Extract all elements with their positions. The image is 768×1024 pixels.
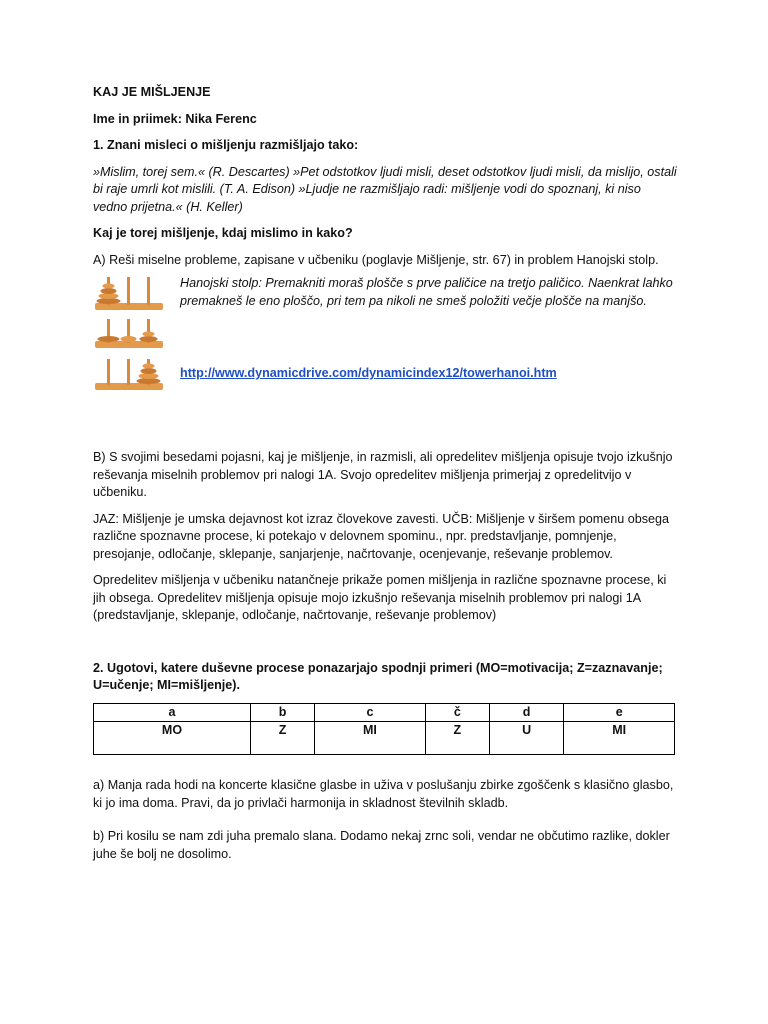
document-title: KAJ JE MIŠLJENJE	[93, 85, 211, 99]
q2-heading: 2. Ugotovi, katere duševne procese ponazarjajo spodnji primeri (MO=motivacija; Z=zaznavanje; U=učenje; MI=mišljenje).	[93, 660, 663, 692]
q1-quotes: »Mislim, torej sem.« (R. Descartes) »Pet odstotkov ljudi misli, deset odstotkov ljudi misli, da mislijo, ostali bi raje umrli kot mislili. (T. A. Edison) »Ljudje ne razmišljajo radi: mišljenje vodi do spoznanj, ki niso vedno prijetna.« (H. Keller)	[93, 164, 677, 214]
q2-item-b: b) Pri kosilu se nam zdi juha premalo slana. Dodamo nekaj zrnc soli, vendar ne občutimo razlike, dokler juhe še bolj ne dosolimo.	[93, 829, 670, 861]
hanoi-link[interactable]: http://www.dynamicdrive.com/dynamicindex12/towerhanoi.htm	[180, 366, 557, 380]
hanoi-description: Hanojski stolp: Premakniti moraš plošče s prve paličice na tretjo paličico. Naenkrat lahko premakneš le eno ploščo, pri tem pa nikoli ne smeš položiti večje plošče na manjšo.	[180, 276, 673, 308]
answer-table-header-row	[94, 703, 675, 722]
table-header-cell: b	[250, 703, 314, 722]
q1-question: Kaj je torej mišljenje, kdaj mislimo in kako?	[93, 226, 353, 240]
table-header-cell: c	[315, 703, 426, 722]
table-value-cell: U	[489, 722, 563, 755]
hanoi-tower-icon	[93, 275, 168, 400]
name-line: Ime in priimek: Nika Ferenc	[93, 111, 257, 126]
part-a-text: A) Reši miselne probleme, zapisane v učbeniku (poglavje Mišljenje, str. 67) in problem Hanojski stolp.	[93, 252, 659, 267]
part-b-text: B) S svojimi besedami pojasni, kaj je mišljenje, in razmisli, ali opredelitev mišljenja opisuje tvojo izkušnjo reševanja miselnih problemov pri nalogi 1A. Svojo opredelitev mišljenja primerjaj z opredelitvijo v učbeniku.	[93, 450, 673, 499]
table-header-cell: č	[425, 703, 489, 722]
part-b-answer-2: Opredelitev mišljenja v učbeniku natančneje prikaže pomen mišljenja in različne spoznavne procese, ki jih obsega. Opredelitev mišljenja opisuje mojo izkušnjo reševanja miselnih problemov pri nalogi 1A (predstavljanje, sklepanje, odločanje, načrtovanje, reševanje problemov)	[93, 573, 667, 622]
table-value-cell: MI	[564, 722, 675, 755]
hanoi-section	[93, 275, 678, 440]
part-b-answer-1: JAZ: Mišljenje je umska dejavnost kot izraz človekove zavesti. UČB: Mišljenje v širšem pomenu obsega različne spoznavne procese, ki potekajo v delovnem spominu., npr. predstavljanje, pomnjenje, presojanje, odločanje, sklepanje, sanjarjenje, načrtovanje, ocenjevanje, reševanje problemov.	[93, 511, 670, 561]
answer-table-value-row	[94, 722, 675, 755]
table-value-cell: MI	[315, 722, 426, 755]
document-content	[93, 84, 678, 863]
table-header-cell: a	[94, 703, 251, 722]
q1-heading: 1. Znani misleci o mišljenju razmišljajo tako:	[93, 138, 359, 152]
table-header-cell: d	[489, 703, 563, 722]
hanoi-tower-images	[93, 275, 168, 406]
table-value-cell: MO	[94, 722, 251, 755]
table-value-cell: Z	[250, 722, 314, 755]
answer-table	[93, 703, 675, 756]
table-header-cell: e	[564, 703, 675, 722]
table-value-cell: Z	[425, 722, 489, 755]
q2-item-a: a) Manja rada hodi na koncerte klasične glasbe in uživa v poslušanju zbirke zgoščenk s klasično glasbo, ki jo ima doma. Pravi, da jo privlači harmonija in skladnost številnih skladb.	[93, 778, 674, 810]
